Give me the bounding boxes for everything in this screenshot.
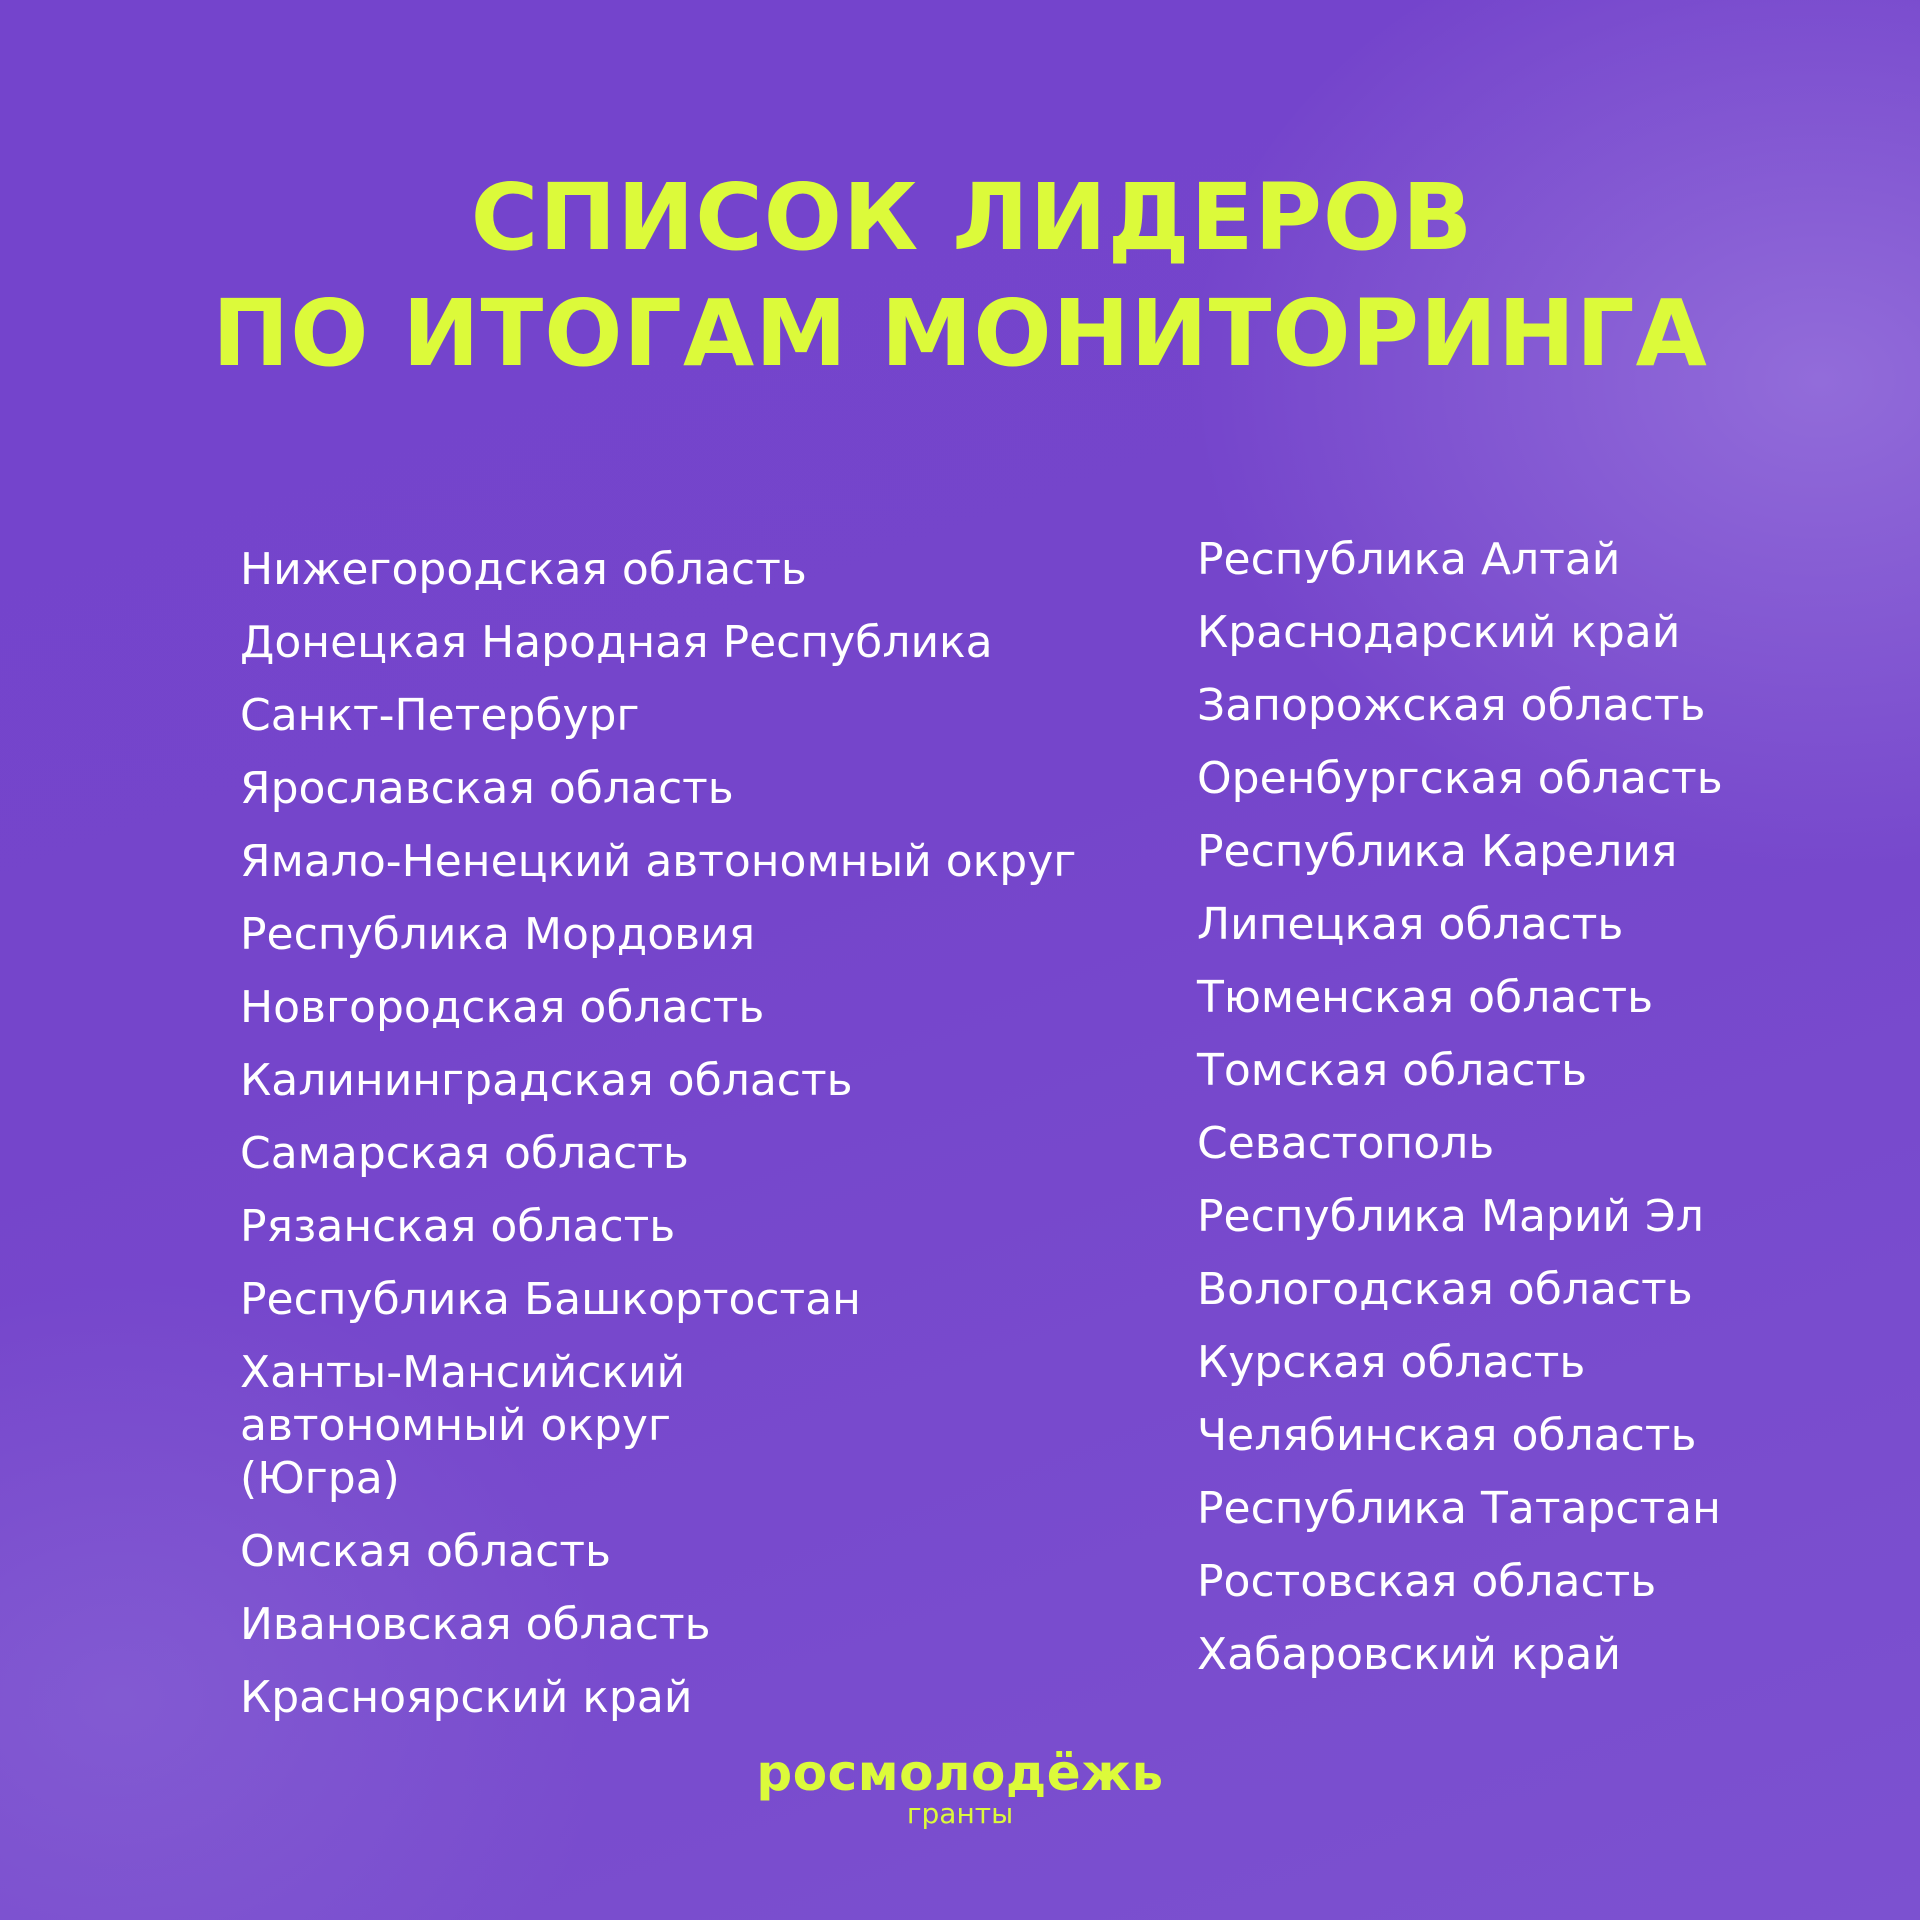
list-item: Рязанская область (240, 1201, 676, 1252)
list-item: Оренбургская область (1197, 753, 1723, 804)
list-item: Республика Карелия (1197, 826, 1678, 877)
list-item: Калининградская область (240, 1055, 853, 1106)
list-item: Красноярский край (240, 1672, 693, 1723)
list-item: Республика Татарстан (1197, 1483, 1721, 1534)
list-item: Вологодская область (1197, 1264, 1693, 1315)
title-line-1: СПИСОК ЛИДЕРОВ (470, 164, 1474, 271)
list-item: Томская область (1197, 1045, 1588, 1096)
regions-list-right (1197, 523, 1723, 1691)
list-item: Липецкая область (1197, 899, 1624, 950)
list-item: Омская область (240, 1526, 611, 1577)
list-item: Хабаровский край (1197, 1629, 1621, 1680)
list-item: Тюменская область (1197, 972, 1654, 1023)
list-item: Ивановская область (240, 1599, 711, 1650)
list-item: Челябинская область (1197, 1410, 1697, 1461)
list-item: Республика Алтай (1197, 534, 1621, 585)
list-item: Самарская область (240, 1128, 689, 1179)
list-item: Ямало-Ненецкий автономный округ (240, 836, 1077, 887)
list-item: Донецкая Народная Республика (240, 617, 993, 668)
rosmolodezh-logo (710, 1745, 1210, 1829)
list-item: Санкт-Петербург (240, 690, 640, 741)
page-title (0, 160, 1920, 392)
list-item: Ярославская область (240, 763, 734, 814)
list-item: Ханты-Мансийский автономный округ (Югра) (240, 1347, 686, 1504)
list-item: Республика Башкортостан (240, 1274, 861, 1325)
list-item: Запорожская область (1197, 680, 1706, 731)
list-item: Ростовская область (1197, 1556, 1657, 1607)
logo-subtitle: гранты (906, 1797, 1014, 1830)
list-item: Нижегородская область (240, 544, 807, 595)
logo-name: росмолодёжь (756, 1744, 1164, 1802)
list-item: Республика Мордовия (240, 909, 756, 960)
list-item: Новгородская область (240, 982, 765, 1033)
list-item: Краснодарский край (1197, 607, 1681, 658)
title-line-2: ПО ИТОГАМ МОНИТОРИНГА (212, 280, 1708, 387)
regions-list-left (240, 533, 1076, 1734)
list-item: Курская область (1197, 1337, 1586, 1388)
list-item: Республика Марий Эл (1197, 1191, 1704, 1242)
list-item: Севастополь (1197, 1118, 1495, 1169)
